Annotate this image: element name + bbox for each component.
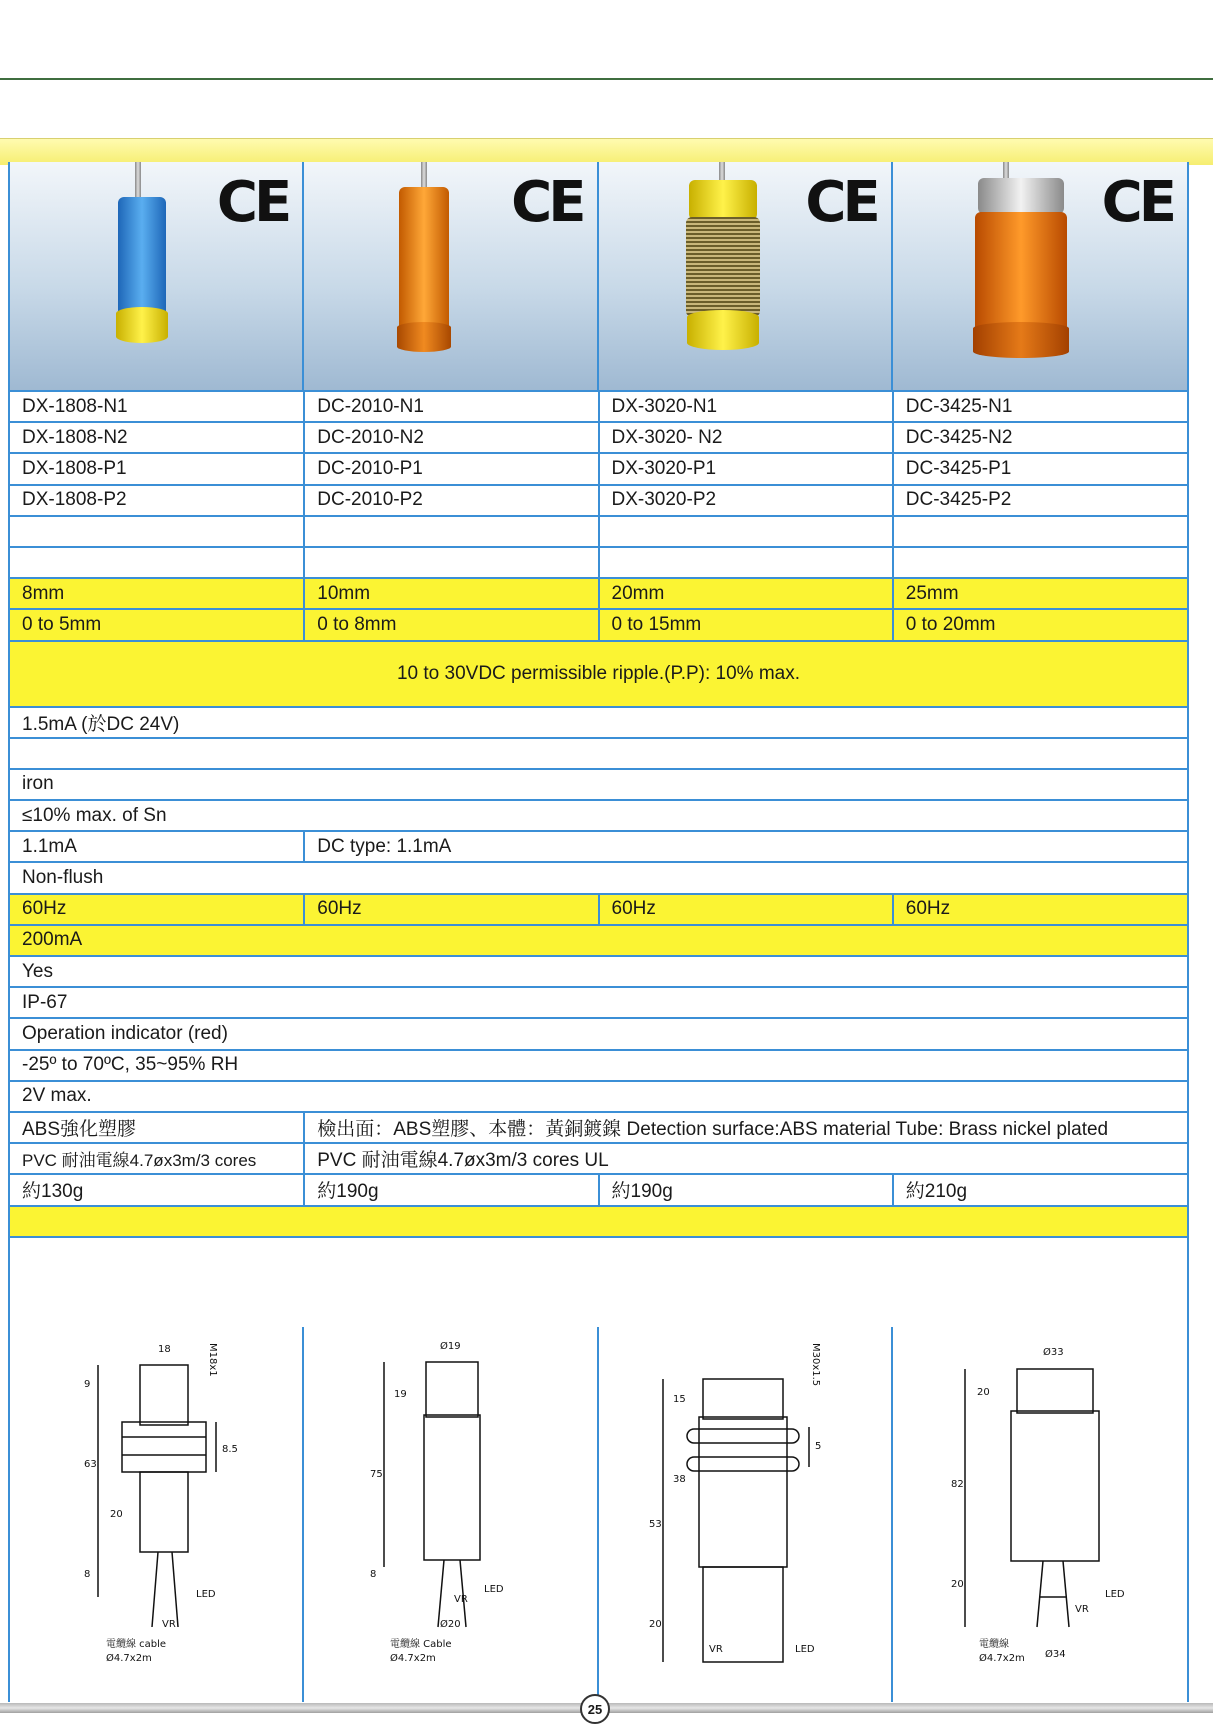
weight-cell: 約190g	[304, 1174, 598, 1205]
cable-label: 電纜線	[978, 1639, 1009, 1650]
model-cell: DX-3020-P2	[599, 485, 893, 516]
sensor-cap-image	[116, 307, 168, 343]
dim-b: 38	[672, 1474, 686, 1485]
dimension-drawing	[10, 1327, 302, 1702]
material-row	[10, 1112, 1187, 1143]
empty-highlight-row	[10, 1206, 1187, 1237]
dim-c: 5	[814, 1441, 821, 1452]
vr-label: VR	[1074, 1604, 1089, 1615]
drawing-dc2010	[304, 1327, 598, 1702]
frequency-cell: 60Hz	[304, 894, 598, 925]
sensor-body-image	[975, 212, 1067, 332]
mount-row	[10, 862, 1187, 893]
drawing-dx1808	[10, 1327, 304, 1702]
model-cell: DC-2010-N1	[304, 391, 598, 422]
model-cell: DC-3425-P1	[893, 453, 1187, 484]
vr-label: VR	[708, 1644, 723, 1655]
ip-row	[10, 987, 1187, 1018]
ce-mark-icon: CE	[216, 170, 289, 235]
weight-cell: 約210g	[893, 1174, 1187, 1205]
detect-distance-cell: 8mm	[10, 578, 304, 609]
dim-d: 53	[648, 1519, 662, 1530]
dim-width: Ø33	[1042, 1347, 1064, 1358]
dimension-drawing	[893, 1327, 1185, 1702]
sensor-cap-image	[687, 310, 759, 350]
cable-image	[135, 162, 141, 202]
led-label: LED	[484, 1584, 504, 1595]
material-cell: ABS強化塑膠	[10, 1112, 304, 1143]
model-cell: DX-3020- N2	[599, 422, 893, 453]
dimension-drawing	[599, 1327, 891, 1702]
indicator-cell: Operation indicator (red)	[10, 1018, 1187, 1049]
photo-row	[10, 162, 1187, 392]
set-distance-cell: 0 to 5mm	[10, 609, 304, 640]
dim-a: 20	[976, 1387, 990, 1398]
dim-c: 20	[950, 1579, 964, 1590]
ce-mark-icon: CE	[805, 170, 877, 235]
frequency-row	[10, 894, 1187, 925]
product-photo-dx1808	[10, 162, 304, 390]
set-distance-cell: 0 to 20mm	[893, 609, 1187, 640]
ip-cell: IP-67	[10, 987, 1187, 1018]
detect-distance-cell: 25mm	[893, 578, 1187, 609]
cable-cell: PVC 耐油電線4.7øx3m/3 cores UL	[304, 1143, 1187, 1174]
sensor-cap-image	[973, 322, 1069, 358]
model-cell: DC-2010-N2	[304, 422, 598, 453]
frequency-cell: 60Hz	[893, 894, 1187, 925]
dim-width: 18	[158, 1344, 171, 1355]
set-distance-cell: 0 to 8mm	[304, 609, 598, 640]
model-cell: DC-3425-P2	[893, 485, 1187, 516]
model-cell: DX-3020-N1	[599, 391, 893, 422]
cable-cell: PVC 耐油電線4.7øx3m/3 cores	[10, 1143, 304, 1174]
dim-e: 20	[648, 1619, 662, 1630]
detect-distance-cell: 20mm	[599, 578, 893, 609]
detect-distance-row	[10, 578, 1187, 609]
leak-current-cell: DC type: 1.1mA	[304, 831, 1187, 862]
leak-current-cell: 1.1mA	[10, 831, 304, 862]
sensor-body-image	[399, 187, 449, 337]
residual-voltage-cell: 2V max.	[10, 1081, 1187, 1112]
product-photo-dx3020	[599, 162, 893, 390]
load-current-row	[10, 925, 1187, 956]
dim-e: 8	[84, 1569, 91, 1580]
dim-d: 20	[110, 1509, 123, 1520]
dimension-drawing	[304, 1327, 596, 1702]
cable-label: 電纜線 Cable	[390, 1639, 452, 1650]
vr-label: VR	[454, 1594, 469, 1605]
target-row	[10, 769, 1187, 800]
top-rule	[0, 78, 1213, 80]
led-label: LED	[1104, 1589, 1125, 1600]
model-cell: DC-3425-N1	[893, 391, 1187, 422]
protection-cell: Yes	[10, 956, 1187, 987]
dim-a: 19	[394, 1389, 407, 1400]
indicator-row	[10, 1018, 1187, 1049]
target-cell: iron	[10, 769, 1187, 800]
bottom-dia: Ø34	[1044, 1649, 1066, 1660]
model-row	[10, 391, 1187, 422]
environment-row	[10, 1050, 1187, 1081]
product-photo-dc2010	[304, 162, 598, 390]
model-cell: DX-1808-N1	[10, 391, 304, 422]
model-cell: DX-1808-P2	[10, 485, 304, 516]
cable-row	[10, 1143, 1187, 1174]
header-band	[0, 138, 1213, 165]
current-row	[10, 707, 1187, 738]
leak-current-row	[10, 831, 1187, 862]
sensor-body-image	[118, 197, 166, 317]
model-row	[10, 485, 1187, 516]
dim-a: 9	[84, 1379, 91, 1390]
dim-thread: M30x1.5	[809, 1343, 821, 1387]
ce-mark-icon: CE	[511, 170, 583, 235]
vr-label: VR	[162, 1619, 176, 1630]
weight-cell: 約190g	[599, 1174, 893, 1205]
ce-mark-icon: CE	[1101, 170, 1173, 235]
load-current-cell: 200mA	[10, 925, 1187, 956]
dim-c: 8.5	[222, 1444, 238, 1455]
product-photo-dc3425	[893, 162, 1187, 390]
dim-b: 75	[370, 1469, 383, 1480]
model-cell: DC-3425-N2	[893, 422, 1187, 453]
set-distance-cell: 0 to 15mm	[599, 609, 893, 640]
detect-distance-cell: 10mm	[304, 578, 598, 609]
hysteresis-cell: ≤10% max. of Sn	[10, 800, 1187, 831]
dim-width: Ø19	[440, 1341, 461, 1352]
cable-size-label: Ø4.7x2m	[106, 1653, 152, 1664]
drawing-dc3425	[893, 1327, 1187, 1702]
material-cell: 檢出面：ABS塑膠、本體：黃銅鍍鎳 Detection surface:ABS material Tube: Brass nickel plated	[304, 1112, 1187, 1143]
supply-voltage-row	[10, 641, 1187, 707]
dim-b: 82	[950, 1479, 964, 1490]
model-cell: DC-2010-P2	[304, 485, 598, 516]
mount-cell: Non-flush	[10, 862, 1187, 893]
set-distance-row	[10, 609, 1187, 640]
cable-label: 電纜線 cable	[106, 1639, 167, 1650]
model-cell: DC-2010-P1	[304, 453, 598, 484]
empty-row	[10, 516, 1187, 547]
page-number: 25	[580, 1694, 610, 1724]
empty-row	[10, 738, 1187, 769]
dim-thread: M18x1	[207, 1343, 218, 1377]
spec-table	[10, 390, 1187, 1238]
cable-size-label: Ø4.7x2m	[390, 1653, 437, 1664]
current-cell: 1.5mA (於DC 24V)	[10, 707, 1187, 738]
empty-row	[10, 547, 1187, 578]
drawing-dx3020	[599, 1327, 893, 1702]
weight-cell: 約130g	[10, 1174, 304, 1205]
residual-voltage-row	[10, 1081, 1187, 1112]
frequency-cell: 60Hz	[10, 894, 304, 925]
spec-sheet	[8, 162, 1189, 1702]
dim-c: 8	[370, 1569, 377, 1580]
model-cell: DX-3020-P1	[599, 453, 893, 484]
frequency-cell: 60Hz	[599, 894, 893, 925]
bottom-dia: Ø20	[440, 1619, 461, 1630]
model-row	[10, 453, 1187, 484]
cable-size-label: Ø4.7x2m	[978, 1653, 1025, 1664]
model-cell: DX-1808-P1	[10, 453, 304, 484]
model-cell: DX-1808-N2	[10, 422, 304, 453]
supply-voltage-cell: 10 to 30VDC permissible ripple.(P.P): 10% max.	[10, 641, 1187, 707]
led-label: LED	[794, 1644, 815, 1655]
sensor-head-image	[978, 178, 1064, 214]
led-label: LED	[196, 1589, 216, 1600]
sensor-cap-image	[397, 322, 451, 352]
dim-b: 63	[84, 1459, 97, 1470]
model-row	[10, 422, 1187, 453]
drawing-row	[10, 1327, 1187, 1702]
sensor-thread-image	[686, 217, 760, 317]
weight-row	[10, 1174, 1187, 1205]
environment-cell: -25º to 70ºC, 35~95% RH	[10, 1050, 1187, 1081]
protection-row	[10, 956, 1187, 987]
dim-a: 15	[672, 1394, 686, 1405]
sensor-head-image	[689, 180, 757, 220]
hysteresis-row	[10, 800, 1187, 831]
